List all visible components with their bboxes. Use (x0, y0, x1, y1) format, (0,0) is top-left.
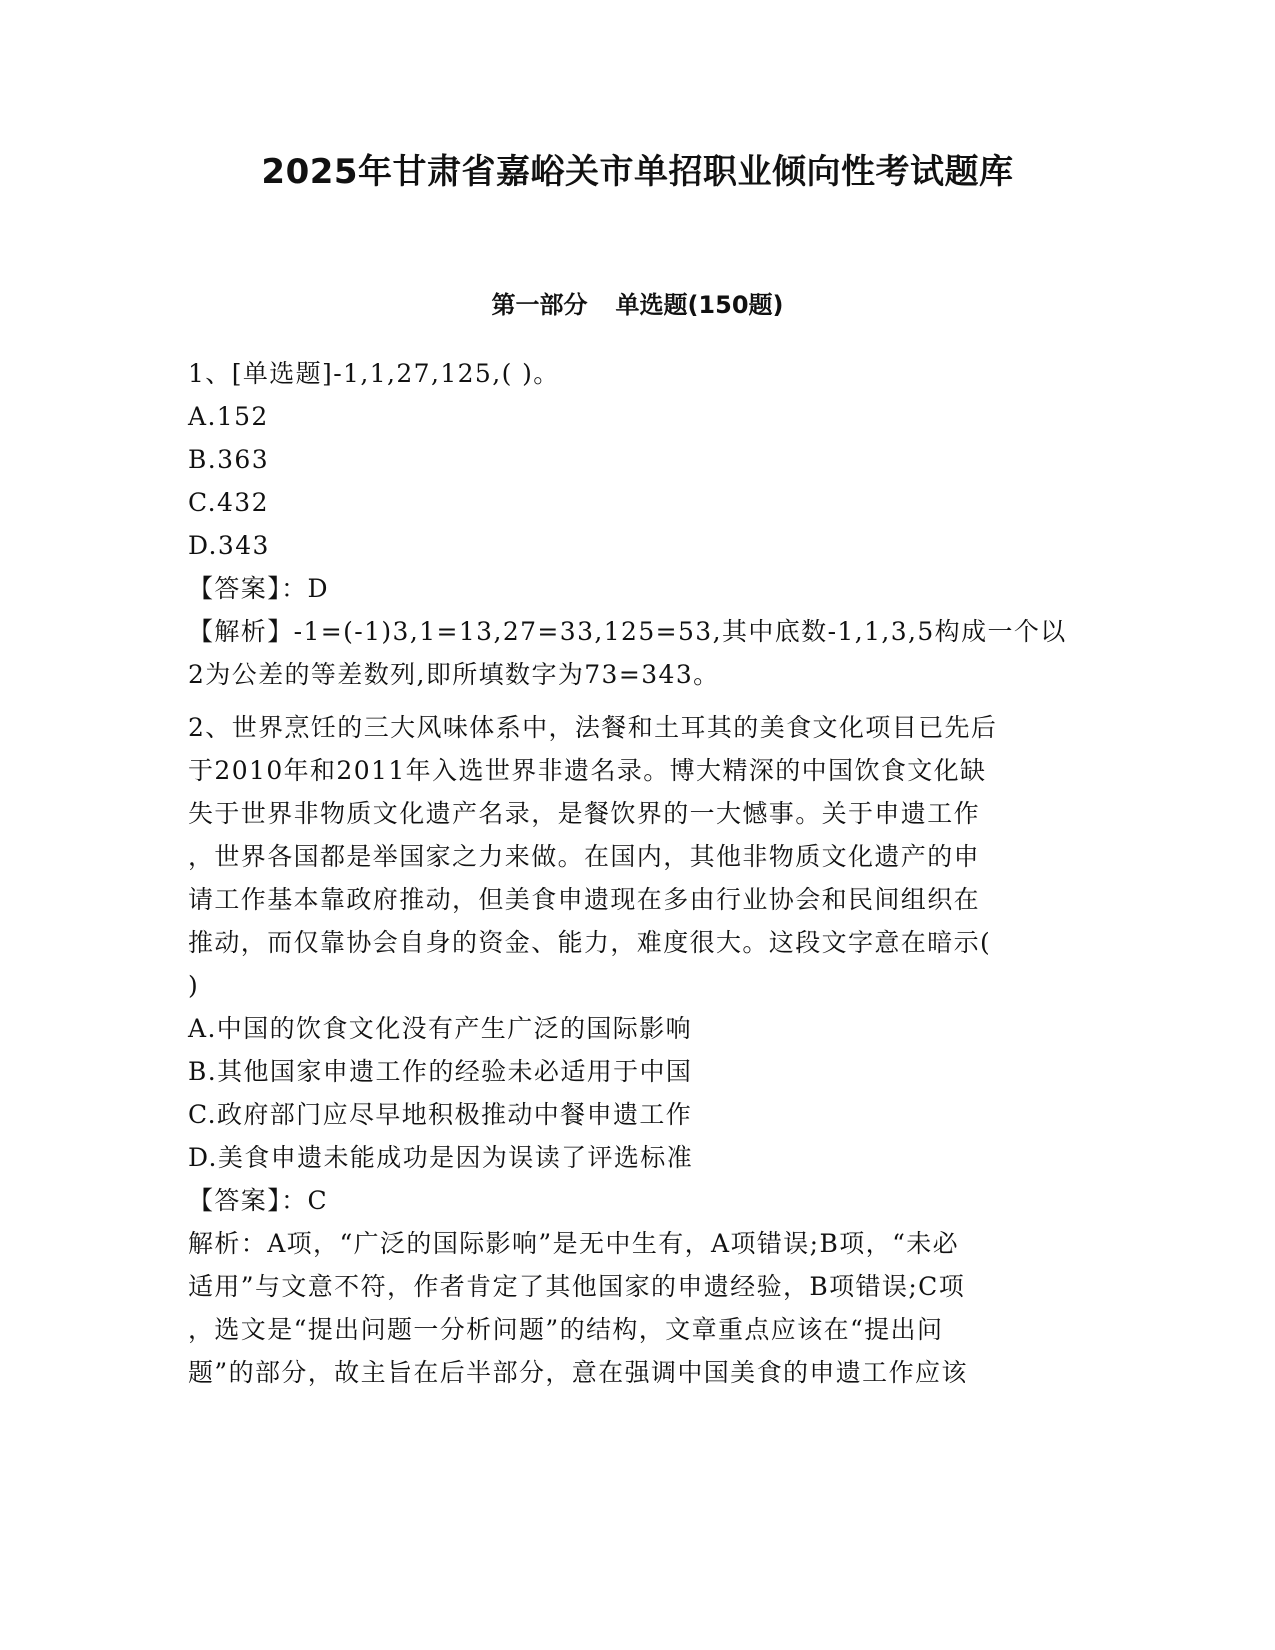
question-stem-line: ，世界各国都是举国家之力来做。在国内，其他非物质文化遗产的申 (188, 842, 981, 871)
document-title: 2025年甘肃省嘉峪关市单招职业倾向性考试题库 (261, 152, 1014, 192)
option-d: D.美食申遗未能成功是因为误读了评选标准 (188, 1143, 694, 1172)
section-heading (0, 288, 1275, 322)
question-stem-line: 推动，而仅靠协会自身的资金、能力，难度很大。这段文字意在暗示( (188, 928, 992, 957)
question-stem-line: 于2010年和2011年入选世界非遗名录。博大精深的中国饮食文化缺 (188, 756, 987, 785)
analysis-line: 2为公差的等差数列,即所填数字为73=343。 (188, 660, 720, 689)
question-2 (188, 706, 1088, 1394)
answer-line: 【答案】：C (188, 1186, 329, 1215)
section-name-label: 单选题(150题) (615, 291, 784, 319)
question-stem: 1、[单选题]-1,1,27,125,( )。 (188, 359, 560, 388)
option-a: A.152 (188, 402, 269, 431)
section-part-label: 第一部分 (491, 291, 588, 319)
analysis-line: ，选文是“提出问题一分析问题”的结构，文章重点应该在“提出问 (188, 1315, 944, 1344)
question-1 (188, 352, 1088, 696)
question-stem-line: 请工作基本靠政府推动，但美食申遗现在多由行业协会和民间组织在 (188, 885, 981, 914)
question-stem-line: ) (188, 971, 200, 1000)
option-b: B.其他国家申遗工作的经验未必适用于中国 (188, 1057, 693, 1086)
analysis-line: 适用”与文意不符，作者肯定了其他国家的申遗经验，B项错误;C项 (188, 1272, 966, 1301)
question-stem-line: 失于世界非物质文化遗产名录，是餐饮界的一大憾事。关于申遗工作 (188, 799, 981, 828)
option-d: D.343 (188, 531, 270, 560)
question-stem-line: 2、世界烹饪的三大风味体系中，法餐和土耳其的美食文化项目已先后 (188, 713, 998, 742)
analysis-line: 解析：A项，“广泛的国际影响”是无中生有，A项错误;B项，“未必 (188, 1229, 960, 1258)
analysis-line: 题”的部分，故主旨在后半部分，意在强调中国美食的申遗工作应该 (188, 1358, 968, 1387)
answer-line: 【答案】：D (188, 574, 329, 603)
option-a: A.中国的饮食文化没有产生广泛的国际影响 (188, 1014, 693, 1043)
analysis-line: 【解析】-1=(-1)3,1=13,27=33,125=53,其中底数-1,1,3,5构成一个以 (188, 617, 1067, 646)
option-c: C.政府部门应尽早地积极推动中餐申遗工作 (188, 1100, 693, 1129)
option-b: B.363 (188, 445, 270, 474)
option-c: C.432 (188, 488, 269, 517)
questions-body (188, 352, 1088, 1394)
